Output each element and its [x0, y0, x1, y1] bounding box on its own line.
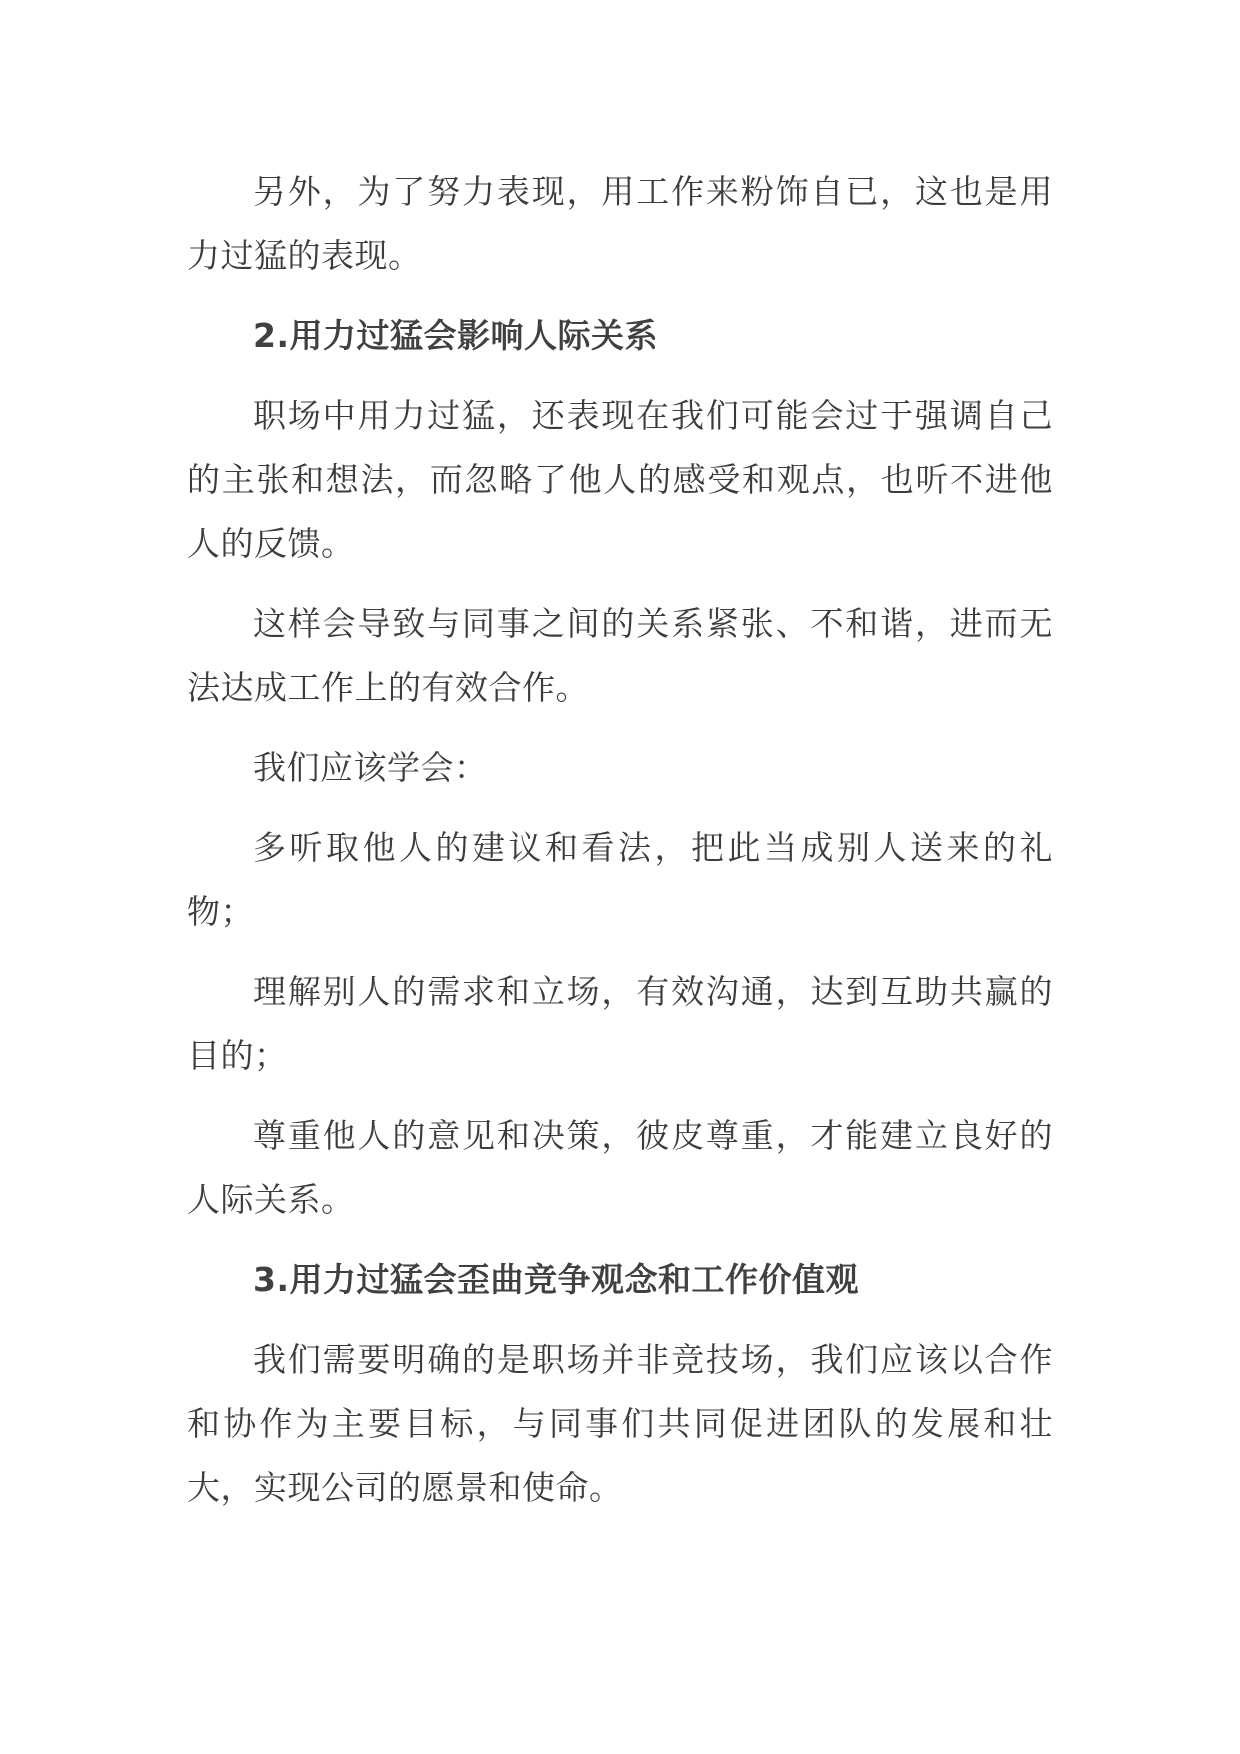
paragraph-listen: 多听取他人的建议和看法，把此当成别人送来的礼物；	[187, 828, 1053, 931]
paragraph-tension: 这样会导致与同事之间的关系紧张、不和谐，进而无法达成工作上的有效合作。	[187, 604, 1053, 707]
section-heading-3: 3.用力过猛会歪曲竞争观念和工作价值观	[253, 1260, 859, 1299]
paragraph-cooperation: 我们需要明确的是职场并非竞技场，我们应该以合作和协作为主要目标，与同事们共同促进团队的发展和壮大，实现公司的愿景和使命。	[187, 1340, 1053, 1507]
paragraph-overemphasis: 职场中用力过猛，还表现在我们可能会过于强调自己的主张和想法，而忽略了他人的感受和观点，也听不进他人的反馈。	[187, 396, 1053, 563]
paragraph-should-learn: 我们应该学会：	[253, 748, 488, 787]
paragraph-show-off: 另外，为了努力表现，用工作来粉饰自已，这也是用力过猛的表现。	[187, 172, 1053, 275]
paragraph-respect: 尊重他人的意见和决策，彼皮尊重，才能建立良好的人际关系。	[187, 1116, 1053, 1219]
paragraph-understand: 理解别人的需求和立场，有效沟通，达到互助共赢的目的；	[187, 972, 1053, 1075]
document-page	[187, 160, 1053, 1536]
section-heading-2: 2.用力过猛会影响人际关系	[253, 316, 658, 355]
